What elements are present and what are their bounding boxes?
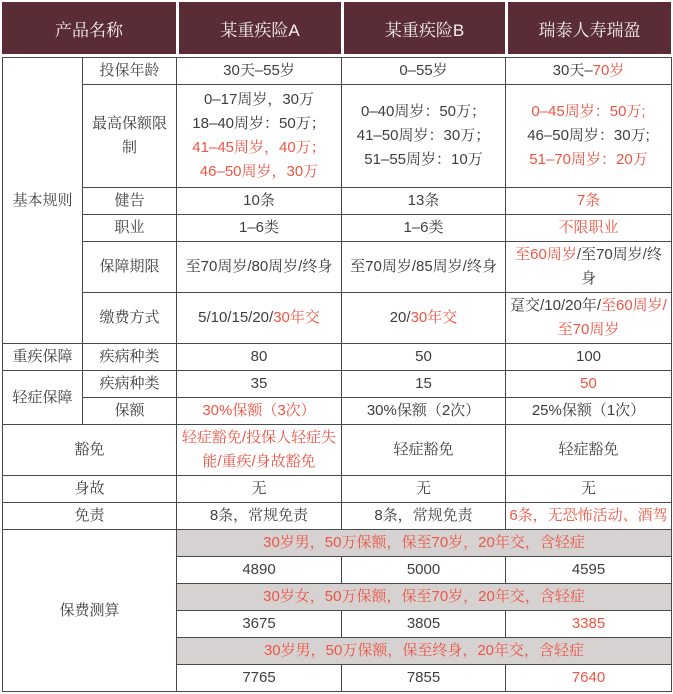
cell-waiver-c: 轻症豁免: [506, 425, 672, 476]
label-exclusions: 免责: [3, 503, 177, 530]
cell-death-c: 无: [506, 476, 672, 503]
label-mild-disease-types: 疾病种类: [83, 371, 177, 398]
row-mild-disease-types: [3, 371, 672, 398]
cell-death-a: 无: [177, 476, 342, 503]
cell-premium-3-a: 7765: [177, 665, 342, 692]
cell-waiver-b: 轻症豁免: [342, 425, 506, 476]
row-payment-method: [3, 293, 672, 344]
cell-ci-types-b: 50: [342, 344, 506, 371]
cell-health-c: 7条: [506, 188, 672, 215]
cell-occupation-b: 1–6类: [342, 215, 506, 242]
label-max-sum-limit: 最高保额限制: [83, 85, 177, 188]
cell-premium-3-b: 7855: [342, 665, 506, 692]
row-mild-sum: [3, 398, 672, 425]
row-ci-disease-types: [3, 344, 672, 371]
cell-payment-c: 趸交/10/20年/至60周岁/至70周岁: [506, 293, 672, 344]
row-health-notice: [3, 188, 672, 215]
group-critical-illness: 重疾保障: [3, 344, 83, 371]
row-exclusions: [3, 503, 672, 530]
label-waiver: 豁免: [3, 425, 177, 476]
cell-exclusions-c: 6条，无恐怖活动、酒驾: [506, 503, 672, 530]
cell-premium-1-c: 4595: [506, 557, 672, 584]
cell-health-a: 10条: [177, 188, 342, 215]
cell-age-c: 30天–70岁: [506, 58, 672, 85]
row-occupation: [3, 215, 672, 242]
label-payment-method: 缴费方式: [83, 293, 177, 344]
cell-period-c: 至60周岁/至70周岁/终身: [506, 242, 672, 293]
cell-premium-2-c: 3385: [506, 611, 672, 638]
group-basic-rules: 基本规则: [3, 58, 83, 344]
cell-exclusions-a: 8条，常规免责: [177, 503, 342, 530]
cell-health-b: 13条: [342, 188, 506, 215]
cell-occupation-a: 1–6类: [177, 215, 342, 242]
header-product-b: 某重疾险B: [341, 2, 505, 54]
cell-max-sum-c: 0–45周岁：50万; 46–50周岁：30万; 51–70周岁：20万: [506, 85, 672, 188]
label-health-notice: 健告: [83, 188, 177, 215]
label-ci-disease-types: 疾病种类: [83, 344, 177, 371]
row-age: [3, 58, 672, 85]
cell-premium-1-b: 5000: [342, 557, 506, 584]
label-coverage-period: 保障期限: [83, 242, 177, 293]
cell-waiver-a: 轻症豁免/投保人轻症失能/重疾/身故豁免: [177, 425, 342, 476]
header-product-name: 产品名称: [2, 2, 176, 54]
insurance-comparison-table: [2, 57, 672, 692]
cell-mild-sum-b: 30%保额（2次）: [342, 398, 506, 425]
label-occupation: 职业: [83, 215, 177, 242]
premium-scenario-banner: 30岁男，50万保额，保至70岁，20年交，含轻症: [177, 530, 672, 557]
premium-scenario-banner: 30岁女，50万保额，保至70岁，20年交，含轻症: [177, 584, 672, 611]
cell-ci-types-a: 80: [177, 344, 342, 371]
cell-payment-a: 5/10/15/20/30年交: [177, 293, 342, 344]
row-premium-banner-1: [3, 530, 672, 557]
row-death: [3, 476, 672, 503]
cell-period-b: 至70周岁/85周岁/终身: [342, 242, 506, 293]
cell-period-a: 至70周岁/80周岁/终身: [177, 242, 342, 293]
row-max-sum-limit: [3, 85, 672, 188]
group-mild-illness: 轻症保障: [3, 371, 83, 425]
cell-max-sum-b: 0–40周岁：50万； 41–50周岁：30万； 51–55周岁：10万: [342, 85, 506, 188]
label-age: 投保年龄: [83, 58, 177, 85]
row-coverage-period: [3, 242, 672, 293]
cell-mild-types-c: 50: [506, 371, 672, 398]
cell-age-a: 30天–55岁: [177, 58, 342, 85]
header-product-c: 瑞泰人寿瑞盈: [505, 2, 671, 54]
cell-mild-sum-c: 25%保额（1次）: [506, 398, 672, 425]
premium-scenario-banner: 30岁男，50万保额，保至终身，20年交，含轻症: [177, 638, 672, 665]
cell-premium-2-b: 3805: [342, 611, 506, 638]
cell-mild-sum-a: 30%保额（3次）: [177, 398, 342, 425]
cell-death-b: 无: [342, 476, 506, 503]
cell-exclusions-b: 8条，常规免责: [342, 503, 506, 530]
label-premium-calc: 保费测算: [3, 530, 177, 692]
cell-max-sum-a: 0–17周岁，30万 18–40周岁：50万； 41–45周岁，40万； 46–50周岁，30万: [177, 85, 342, 188]
cell-age-b: 0–55岁: [342, 58, 506, 85]
cell-premium-1-a: 4890: [177, 557, 342, 584]
cell-occupation-c: 不限职业: [506, 215, 672, 242]
header-product-a: 某重疾险A: [176, 2, 341, 54]
cell-payment-b: 20/30年交: [342, 293, 506, 344]
cell-premium-3-c: 7640: [506, 665, 672, 692]
row-waiver: [3, 425, 672, 476]
cell-mild-types-a: 35: [177, 371, 342, 398]
table-header-row: [2, 2, 671, 54]
cell-premium-2-a: 3675: [177, 611, 342, 638]
label-death: 身故: [3, 476, 177, 503]
cell-ci-types-c: 100: [506, 344, 672, 371]
cell-mild-types-b: 15: [342, 371, 506, 398]
label-mild-sum: 保额: [83, 398, 177, 425]
